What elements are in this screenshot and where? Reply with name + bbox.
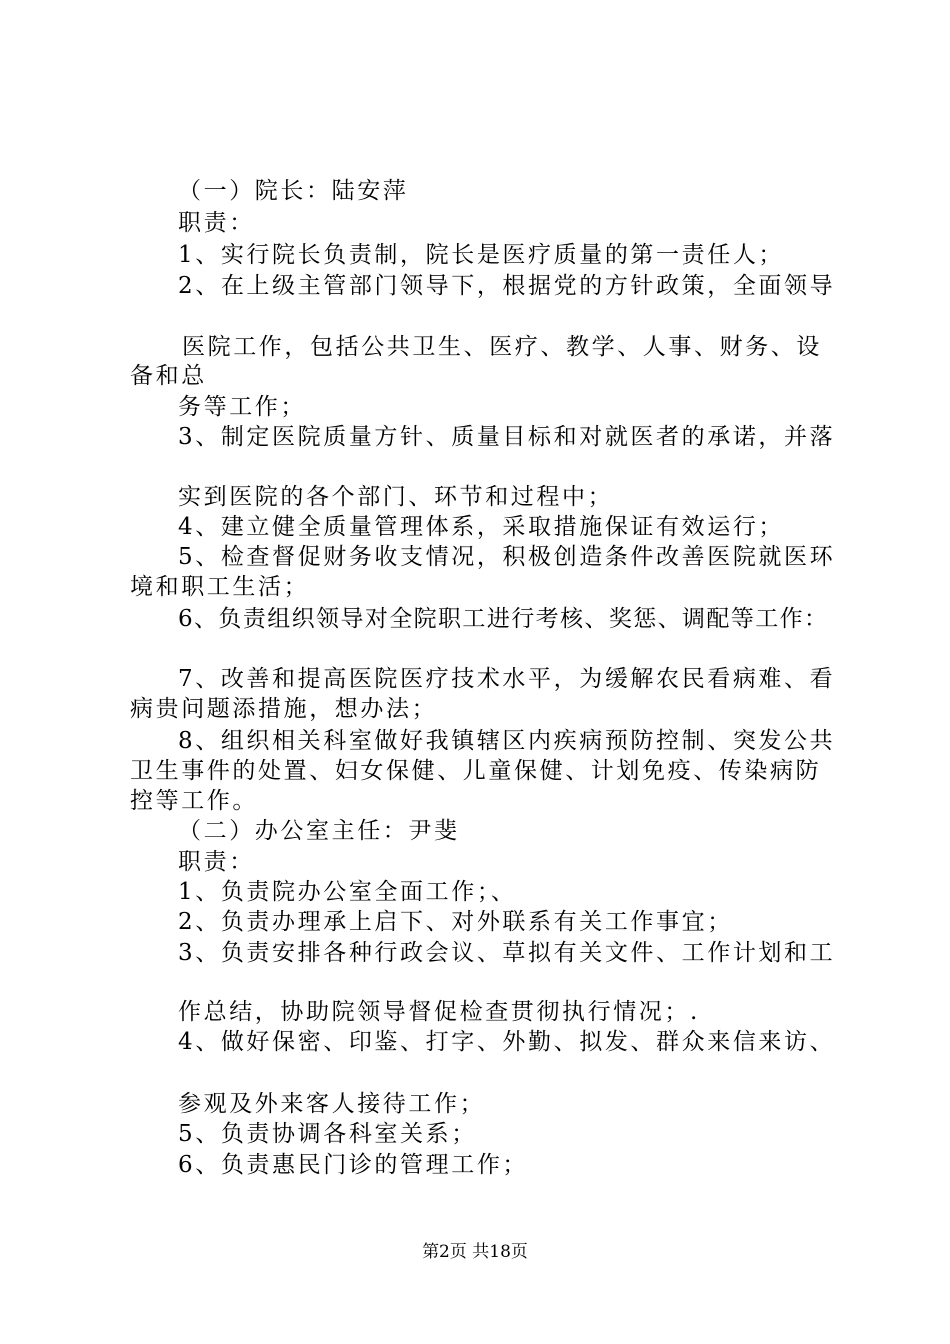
duty-item-3-continued: 作总结，协助院领导督促检查贯彻执行情况；. (178, 999, 700, 1025)
duty-item-5: 5、负责协调各科室关系； (178, 1121, 477, 1147)
page-footer: 第2页 共18页 (422, 1242, 528, 1262)
duty-item-6: 6、负责组织领导对全院职工进行考核、奖惩、调配等工作： (178, 606, 829, 632)
duty-item-2: 2、负责办理承上启下、对外联系有关工作事宜； (178, 909, 733, 935)
duty-item-8-continued: 控等工作。 (130, 788, 258, 814)
duty-item-6: 6、负责惠民门诊的管理工作； (178, 1152, 529, 1178)
duty-item-1: 1、负责院办公室全面工作；、 (178, 879, 517, 905)
duty-item-3-continued: 实到医院的各个部门、环节和过程中； (178, 484, 614, 510)
duty-item-2-continued: 务等工作； (178, 394, 306, 420)
duty-item-3: 3、负责安排各种行政会议、草拟有关文件、工作计划和工 (178, 940, 836, 966)
duty-item-7: 7、改善和提高医院医疗技术水平，为缓解农民看病难、看 (178, 666, 836, 692)
duty-item-8: 8、组织相关科室做好我镇辖区内疾病预防控制、突发公共 (178, 728, 836, 754)
section-heading-director: （一）院长：陆安萍 (178, 178, 409, 204)
duty-item-7-continued: 病贵问题添措施，想办法； (130, 696, 438, 722)
duties-label: 职责： (178, 849, 255, 875)
duties-label: 职责： (178, 210, 255, 236)
duty-item-2-continued: 医院工作，包括公共卫生、医疗、教学、人事、财务、设 (182, 334, 822, 360)
duty-item-4: 4、做好保密、印鉴、打字、外勤、拟发、群众来信来访、 (178, 1029, 836, 1055)
duty-item-3: 3、制定医院质量方针、质量目标和对就医者的承诺，并落 (178, 424, 836, 450)
section-heading-office-director: （二）办公室主任：尹斐 (178, 818, 460, 844)
duty-item-5-continued: 境和职工生活； (130, 574, 310, 600)
duty-item-8-continued: 卫生事件的处置、妇女保健、儿童保健、计划免疫、传染病防 (130, 758, 822, 784)
duty-item-4-continued: 参观及外来客人接待工作； (178, 1091, 486, 1117)
duty-item-1: 1、实行院长负责制，院长是医疗质量的第一责任人； (178, 242, 785, 268)
duty-item-4: 4、建立健全质量管理体系，采取措施保证有效运行； (178, 514, 785, 540)
duty-item-5: 5、检查督促财务收支情况，积极创造条件改善医院就医环 (178, 544, 836, 570)
duty-item-2: 2、在上级主管部门领导下，根据党的方针政策，全面领导 (178, 273, 836, 299)
duty-item-2-continued: 备和总 (130, 363, 207, 389)
